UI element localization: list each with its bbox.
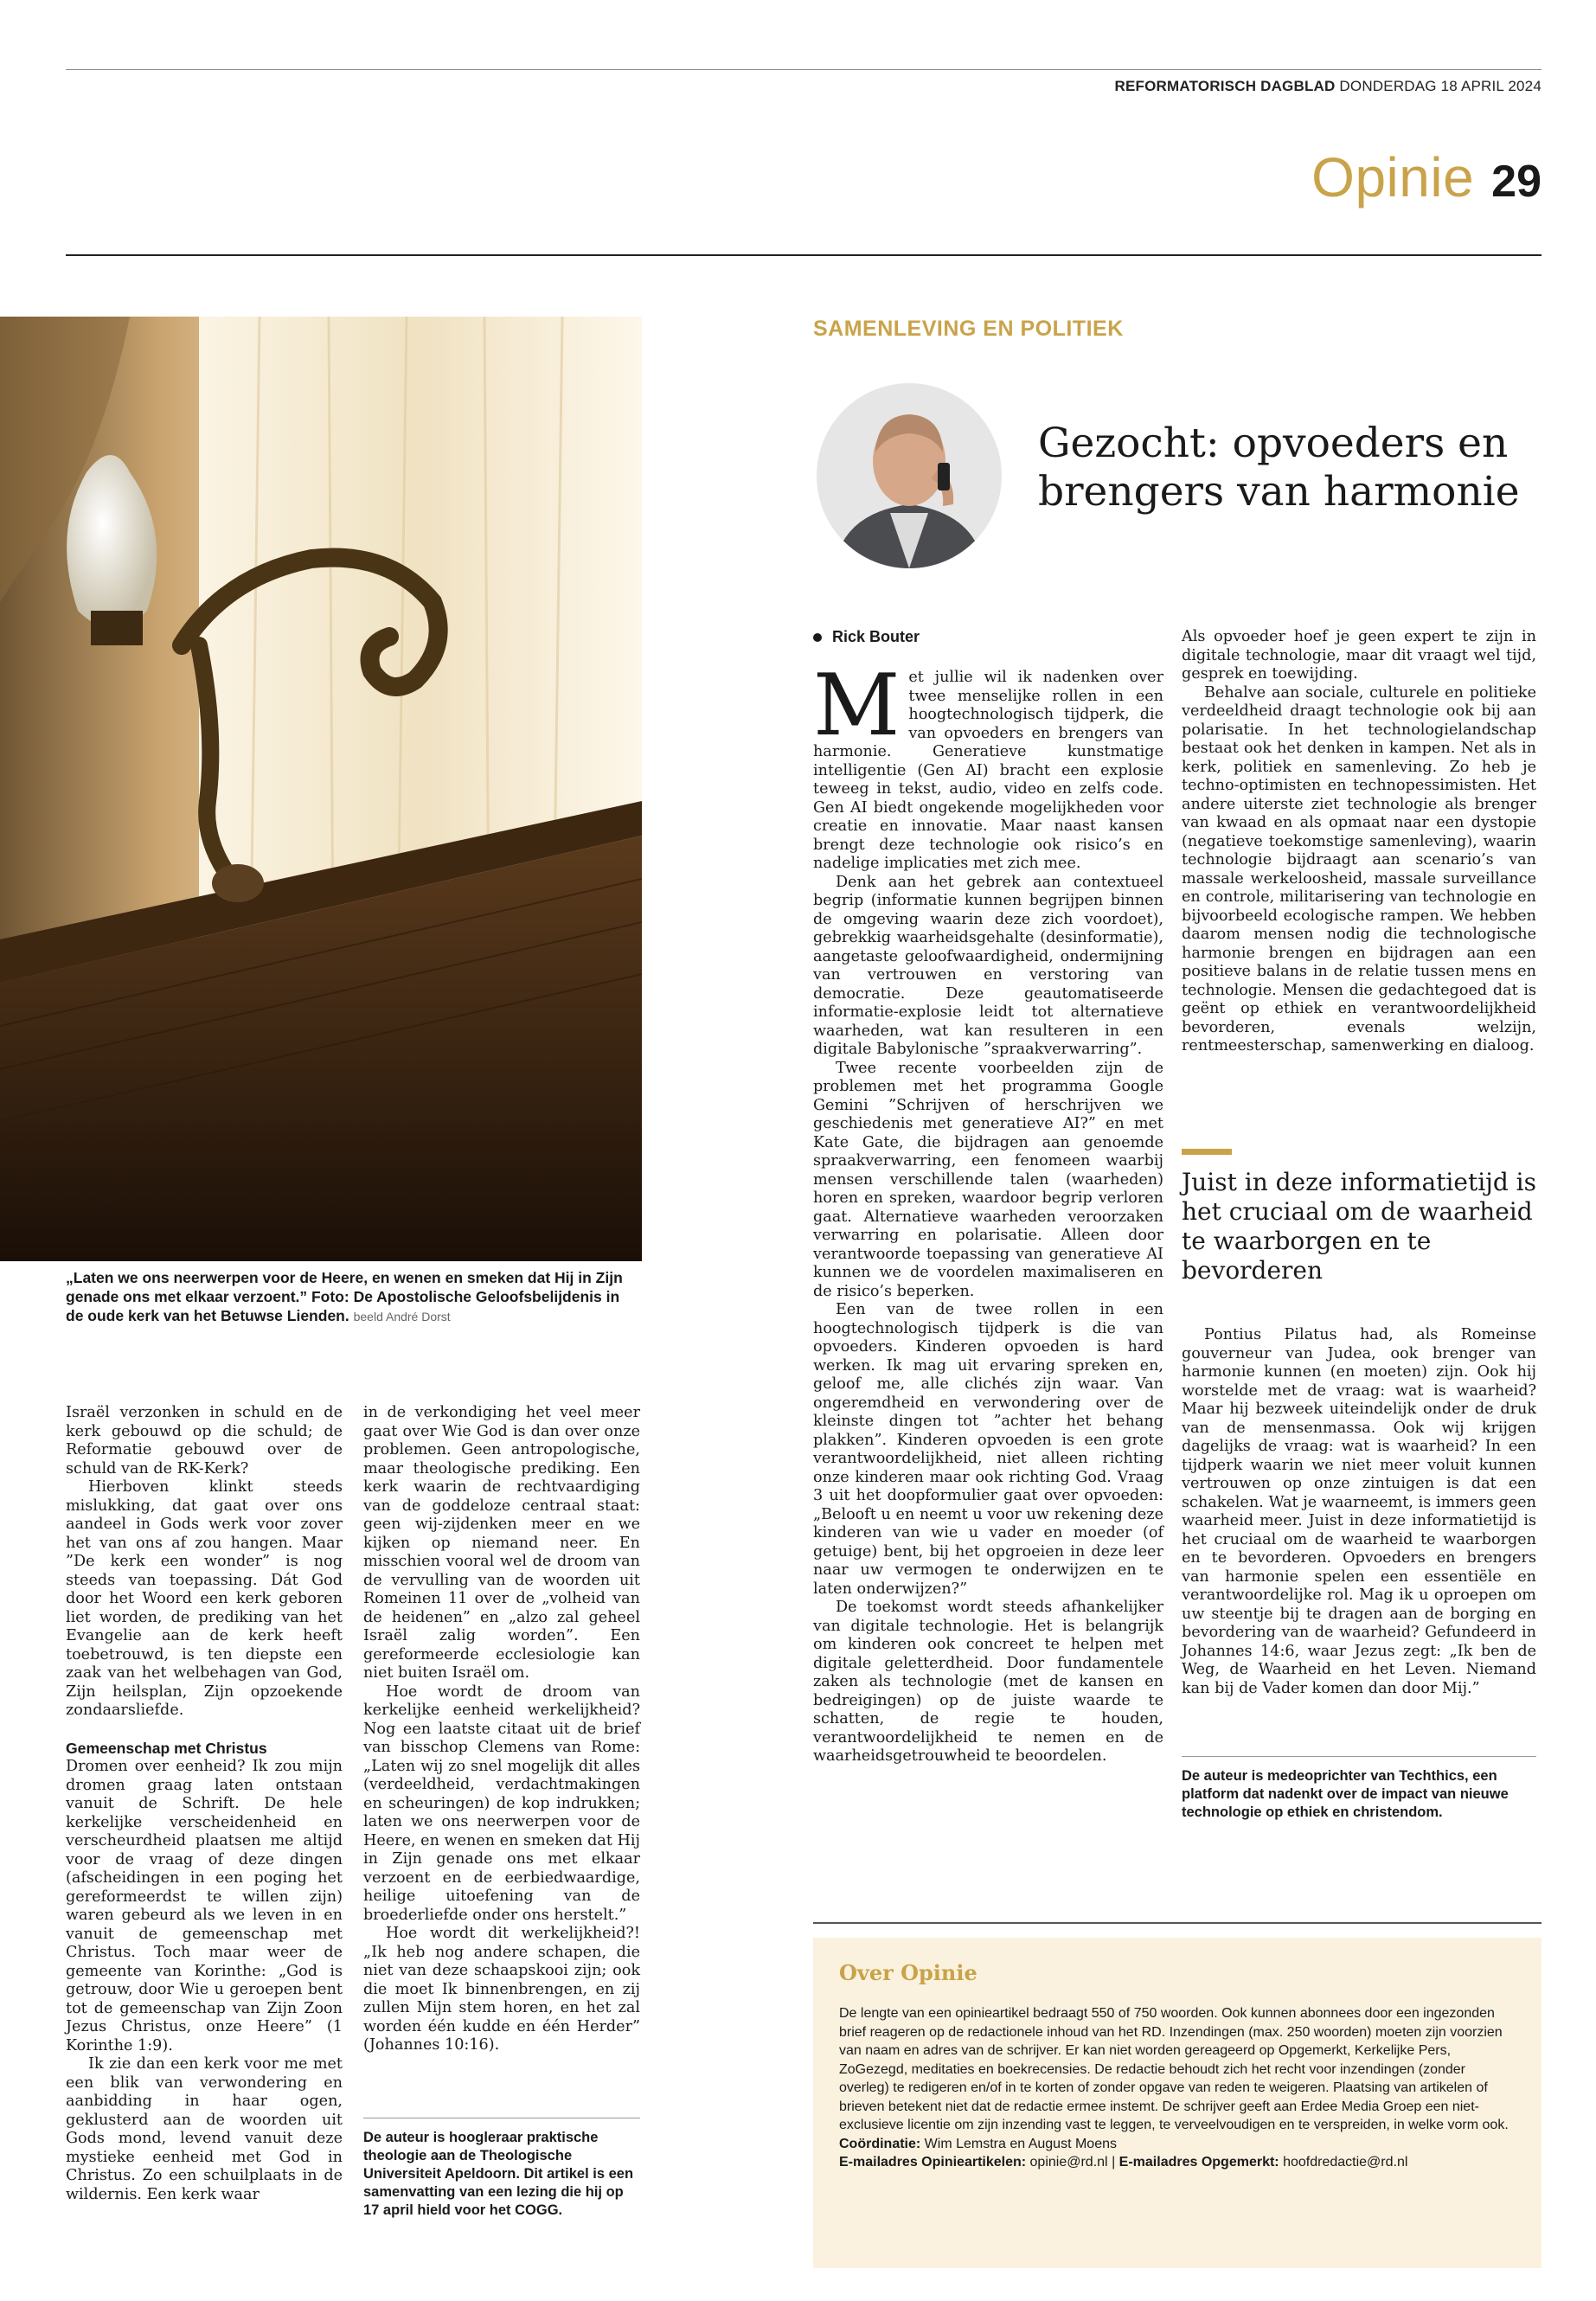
paragraph: Hoe wordt dit werkelijkheid?! „Ik heb nog andere schapen, die niet van deze schaapskooi zijn; ook die moet Ik binnenbrengen, en zij zullen Mijn stem horen, en het zal worden één kudde en één Herder” (Johannes 10:16).: [363, 1925, 640, 2054]
subheading: Gemeenschap met Christus: [66, 1739, 267, 1757]
article-kicker: SAMENLEVING EN POLITIEK: [813, 317, 1124, 341]
left-article-column-1: [66, 1404, 343, 2204]
masthead-paper: REFORMATORISCH DAGBLAD: [1114, 78, 1336, 94]
infobox-emails: [839, 2153, 1516, 2172]
email-opgemerkt-label: E-mailadres Opgemerkt:: [1118, 2155, 1279, 2170]
masthead: [1115, 78, 1542, 95]
paragraph: Ik zie dan een kerk voor me met een blik van verwondering en aanbidding in haar ogen, geklusterd aan de woorden uit Gods mond, levend vanuit deze mystieke eenheid met God in Christus. Zo een schuilplaats in de wildernis. Een kerk waar: [66, 2055, 343, 2203]
infobox-body: De lengte van een opinieartikel bedraagt 550 of 750 woorden. Ook kunnen abonnees door een ingezonden brief reageren op de redactionele inhoud van het RD. Inzendingen (max. 250 woorden) moeten zijn voorzien van naam en adres van de schrijver. Er kan niet worden gereageerd op Opgemerkt, Kerkelijke Pers, ZoGezegd, meditaties en boekrecensies. De redactie behoudt zich het recht voor inzendingen (zonder overleg) te redigeren en/of in te korten of zonder opgave van reden te weigeren. Plaatsing van artikelen of brieven betekent niet dat de redactie ermee instemt. De schrijver geeft aan Erdee Media Groep een niet-exclusieve licentie om zijn inzending vast te leggen, te verveelvoudigen en te verspreiden, in welke vorm ook.: [839, 2006, 1509, 2132]
pullquote-accent-bar: [1182, 1149, 1232, 1155]
page-number: 29: [1491, 157, 1542, 207]
email-opinion-link[interactable]: opinie@rd.nl: [1029, 2155, 1108, 2170]
photo-credit: beeld André Dorst: [353, 1310, 451, 1324]
author-name: Rick Bouter: [832, 628, 920, 645]
paragraph: Een van de twee rollen in een hoogtechnologisch tijdperk is die van opvoeders. Kinderen opvoeden is hard werken. Ik mag uit ervaring spreken en, geloof me, alle clichés zijn waar. Van ongeremdheid en verwondering over de kleinste dingen tot ”achter het behang plakken”. Kinderen opvoeden is een grote verantwoordelijkheid, niet alleen richting onze kinderen maar ook richting God. Vraag 3 uit het doopformulier gaat over opvoeden: „Belooft u en neemt u voor uw rekening deze kinderen van wie u vader en moeder (of getuige) bent, bij het opgroeien in deze leer naar uw vermogen te onderwijzen en te laten onderwijzen?”: [813, 1301, 1163, 1598]
photo-caption: [66, 1268, 626, 1326]
left-author-note: De auteur is hoogleraar praktische theologie aan de Theologische Universiteit Apeldoorn. Dit artikel is een samenvatting van een lezing die hij op 17 april hield voor het COGG.: [363, 2118, 640, 2220]
paragraph: Pontius Pilatus had, als Romeinse gouverneur van Judea, ook brenger van harmonie kunnen (en moeten) zijn. Ook hij worstelde met de vraag: wat is waarheid? Maar hij bezweek uiteindelijk onder de druk van de mensenmassa. Ook wij krijgen dagelijks de vraag: wat is waarheid? In een tijdperk waarin we niet meer voluit kunnen vertrouwen op onze zintuigen is dat een schakelen. Wat je waarneemt, is immers geen waarheid meer. Juist in deze informatietijd is het cruciaal om de waarheid te waarborgen en te bevorderen. Opvoeders en brengers van harmonie spelen een essentiële en verantwoordelijke rol. Mag ik u oproepen om uw steentje bij te dragen aan de borging en bevordering van de waarheid? Gefundeerd in Johannes 14:6, waar Jezus zegt: „Ik ben de Weg, de Waarheid en het Leven. Niemand kan bij de Vader komen dan door Mij.”: [1182, 1326, 1536, 1697]
infobox-coordination: [839, 2135, 1516, 2154]
email-opinion-label: E-mailadres Opinieartikelen:: [839, 2155, 1027, 2170]
main-article-column-1: [813, 657, 1163, 1766]
paragraph: Israël verzonken in schuld en de kerk gebouwd op die schuld; de Reformatie gebouwd over de schuld van de RK-Kerk?: [66, 1404, 343, 1477]
infobox-rule: [813, 1922, 1542, 1924]
byline: [813, 628, 920, 646]
lead-paragraph: [813, 657, 1163, 874]
header-rule: [66, 254, 1542, 256]
email-opgemerkt-link[interactable]: hoofdredactie@rd.nl: [1283, 2155, 1408, 2170]
article-headline: Gezocht: opvoeders en brengers van harmonie: [1038, 420, 1520, 516]
section-name: Opinie: [1311, 146, 1475, 208]
left-article-column-2: [363, 1404, 640, 2055]
paragraph: De toekomst wordt steeds afhankelijker van digitale technologie. Het is belangrijk om kinderen ook concreet te helpen met digitale geletterdheid. Door fundamentele zaken als technologie (met de kansen en bedreigingen) op de juiste waarde te schatten, de regie te houden, verantwoordelijkheid te nemen en de waarheidsgetrouwheid te beoordelen.: [813, 1599, 1163, 1765]
infobox-title: Over Opinie: [839, 1960, 977, 1985]
paragraph: Twee recente voorbeelden zijn de problemen met het programma Google Gemini ”Schrijven of herschrijven we geschiedenis met generatieve AI?” en met Kate Gate, die bijdragen aan genoemde spraakverwarring, een fenomeen waarbij mensen verschillende talen (waarheden) horen en spreken, waardoor begrip verloren gaat. Alternatieve waarheden veroorzaken verwarring en polarisatie. Alleen door verantwoorde toepassing van generatieve AI kunnen we de voordelen maximaliseren en de risico’s beperken.: [813, 1059, 1163, 1300]
author-portrait: [817, 383, 1002, 568]
over-opinie-box: [813, 1938, 1542, 2268]
main-article-column-2: [1182, 628, 1536, 1056]
paragraph: Hierboven klinkt steeds mislukking, dat gaat over ons aandeel in Gods werk voor zover het van ons af zou hangen. Maar ”De kerk een wonder” is nog steeds van toepassing. Dát God door het Woord een kerk geboren liet worden, de prediking van het Evangelie aan de kerk heeft toebetrouwd, is ten diepste een zaak van het welbehagen van God, Zijn heilsplan, Zijn opzoekende zondaarsliefde.: [66, 1478, 343, 1719]
coordination-names: Wim Lemstra en August Moens: [924, 2136, 1117, 2151]
paragraph: in de verkondiging het veel meer gaat over Wie God is dan over onze problemen. Geen antropologische, maar theologische prediking. Een kerk waarin de rechtvaardiging van de goddeloze centraal staat: geen wij-zijdenken meer en we kijken op niemand neer. En misschien vooral wel de droom van de vervulling van de woorden uit Romeinen 11 over de „volheid van de heidenen” en „alzo zal geheel Israël zalig worden”. Een gereformeerde ecclesiologie kan niet buiten Israël om.: [363, 1404, 640, 1682]
coordination-label: Coördinatie:: [839, 2136, 921, 2151]
lead-text: et jullie wil ik nadenken over twee menselijke rollen in een hoogtechnologisch tijdperk, die van opvoeders en brengers van harmonie. Generatieve kunstmatige intelligentie (Gen AI) bracht een explosie teweeg in tekst, audio, video en zelfs code. Gen AI biedt ongekende mogelijkheden voor creatie en innovatie. Maar naast kansen brengt deze technologie ook risico’s en nadelige implicaties met zich mee.: [813, 669, 1163, 872]
masthead-date: DONDERDAG 18 APRIL 2024: [1339, 78, 1542, 94]
drop-cap: M: [813, 657, 901, 755]
paragraph: Behalve aan sociale, culturele en politieke verdeeldheid draagt technologie ook bij aan polarisatie. In het technologielandschap bestaat ook het denken in kampen. Net als in kerk, politiek en samenleving. Zo heb je techno-optimisten en technopessimisten. Het andere uiterste ziet technologie als brenger van kwaad en als opmaat naar een dystopie (negatieve toekomstige samenleving), waarin technologie bijdraagt aan scenario’s van massale werkeloosheid, massale surveillance en controle, militarisering van technologie en bijvoorbeeld ecologische rampen. We hebben daarom mensen nodig die technologische harmonie brengen en bijdragen aan een positieve balans in de relatie tussen mens en technologie. Mensen die gedachtegoed dat is geënt op ethiek en verantwoordelijkheid bevorderen, evenals welzijn, rentmeesterschap, samenwerking en dialoog.: [1182, 683, 1536, 1054]
main-author-note: De auteur is medeoprichter van Techthics, een platform dat nadenkt over de impact van nieuwe technologie op ethiek en christendom.: [1182, 1756, 1536, 1822]
pullquote: Juist in deze informatietijd is het cruciaal om de waarheid te waarborgen en te bevorderen: [1182, 1168, 1536, 1285]
main-article-column-2-continued: [1182, 1326, 1536, 1698]
paragraph: Denk aan het gebrek aan contextueel begrip (informatie kunnen begrijpen binnen de omgeving waarin deze zich voordoet), gebrekkig waarheidsgehalte (desinformatie), aangetaste geloofwaardigheid, ondermijning van vertrouwen en verstoring van democratie. Deze geautomatiseerde informatie-explosie leidt tot alternatieve waarheden, wat kan resulteren in een digitale Babylonische ”spraakverwarring”.: [813, 873, 1163, 1058]
byline-bullet-icon: [813, 633, 822, 642]
caption-text: „Laten we ons neerwerpen voor de Heere, en wenen en smeken dat Hij in Zijn genade ons met elkaar verzoent.” Foto: De Apostolische Geloofsbelijdenis in de oude kerk van het Betuwse Lienden.: [66, 1269, 623, 1324]
section-header: [1311, 145, 1542, 209]
paragraph: Hoe wordt de droom van kerkelijke eenheid werkelijkheid? Nog een laatste citaat uit de brief van bisschop Clemens van Rome: „Laten wij zo snel mogelijk dit alles (verdeeldheid, verdachtmakingen en scheuringen) de kop indrukken; laten we ons neerwerpen voor de Heere, en wenen en smeken dat Hij in Zijn genade ons met elkaar verzoent en de eerbiedwaardige, heilige uitoefening van de broederliefde onder ons herstelt.”: [363, 1682, 640, 1924]
email-separator: |: [1112, 2155, 1116, 2170]
top-rule: [66, 69, 1542, 70]
paragraph: Dromen over eenheid? Ik zou mijn dromen graag laten ontstaan vanuit de Schrift. De hele kerkelijke verscheidenheid en verscheurdheid plaatsen me altijd voor de vraag of deze dingen (afscheidingen in een poging het gereformeerdst te willen zijn) waren gebeurd als we leven in en vanuit de gemeenschap met Christus. Toch maar weer de gemeente van Korinthe: „God is getrouw, door Wie u geroepen bent tot de gemeenschap van Zijn Zoon Jezus Christus, onze Heere” (1 Korinthe 1:9).: [66, 1758, 343, 2054]
paragraph: Als opvoeder hoef je geen expert te zijn in digitale technologie, maar dit vraagt wel tijd, gesprek en toewijding.: [1182, 628, 1536, 683]
church-lamp-photo: [0, 317, 642, 1261]
